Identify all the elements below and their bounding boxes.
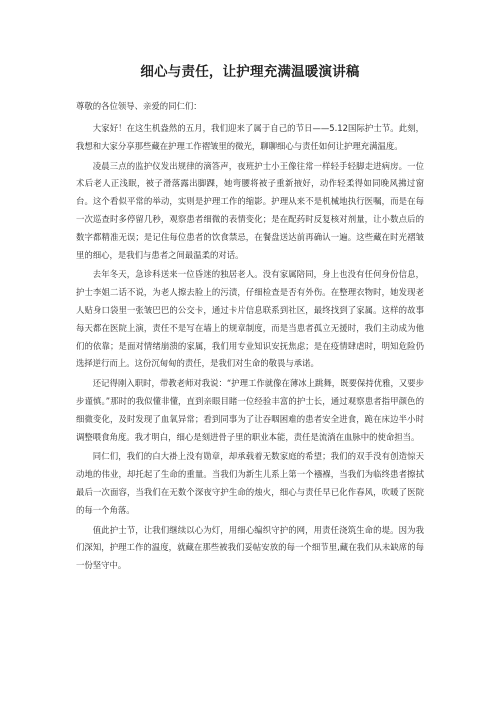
paragraph-1: 大家好！在这生机盎然的五月，我们迎来了属于自己的节日——5.12国际护士节。此刻，我想和大家分享那些藏在护理工作褶皱里的微光，聊聊细心与责任如何让护理充满温度。 (76, 123, 424, 151)
paragraph-2: 凌晨三点的监护仪发出规律的滴答声，夜班护士小王像往常一样轻手轻脚走进病房。一位术后老人正浅眠，被子滑落露出脚踝，她弯腰将被子重新掖好，动作轻柔得如同晚风拂过窗台。这个看似平常的举动，实则是护理工作的缩影。护理从来不是机械地执行医嘱，而是在每一次巡查时多停留几秒，观察患者细微的表情变化；是在配药时反复核对剂量，让小数点后的数字都精准无误；是记住每位患者的饮食禁忌，在餐盘送达前再确认一遍。这些藏在时光褶皱里的细心，是我们与患者之间最温柔的对话。 (76, 160, 424, 260)
greeting: 尊敬的各位领导、亲爱的同仁们： (76, 101, 202, 111)
document-title: 细心与责任，让护理充满温暖演讲稿 (140, 64, 360, 80)
paragraph-5: 同仁们，我们的白大褂上没有勋章，却承载着无数家庭的希望；我们的双手没有创造惊天动地的伟业，却托起了生命的重量。当我们为新生儿系上第一个襁褓，当我们为临终患者擦拭最后一次面容，当我们在无数个深夜守护生命的烛火，细心与责任早已化作春风，吹暖了医院的每一个角落。 (76, 451, 424, 515)
paragraph-3: 去年冬天，急诊科送来一位昏迷的独居老人。没有家属陪同，身上也没有任何身份信息，护士李姐二话不说，为老人擦去脸上的污渍，仔细检查是否有外伤。在整理衣物时，她发现老人贴身口袋里一张皱巴巴的公交卡，通过卡片信息联系到社区，最终找到了家属。这样的故事每天都在医院上演，责任不是写在墙上的规章制度，而是当患者孤立无援时，我们主动成为他们的依靠；是面对情绪崩溃的家属，我们用专业知识安抚焦虑；是在疫情肆虐时，明知危险仍选择逆行而上。这份沉甸甸的责任，是我们对生命的敬畏与承诺。 (76, 269, 424, 369)
paragraph-6: 值此护士节，让我们继续以心为灯，用细心编织守护的网，用责任浇筑生命的堤。因为我们深知，护理工作的温度，就藏在那些被我们妥帖安放的每一个细节里,藏在我们从未缺席的每一份坚守中。 (76, 524, 424, 571)
paragraph-4: 还记得刚入职时，带教老师对我说：“护理工作就像在薄冰上跳舞，既要保持优雅，又要步步谨慎。”那时的我似懂非懂，直到亲眼目睹一位经验丰富的护士长，通过观察患者指甲颜色的细微变化，及时发现了血氧异常；看到同事为了让吞咽困难的患者安全进食，跪在床边半小时调整喂食角度。我才明白，细心是刻进骨子里的职业本能，责任是流淌在血脉中的使命担当。 (76, 378, 424, 442)
